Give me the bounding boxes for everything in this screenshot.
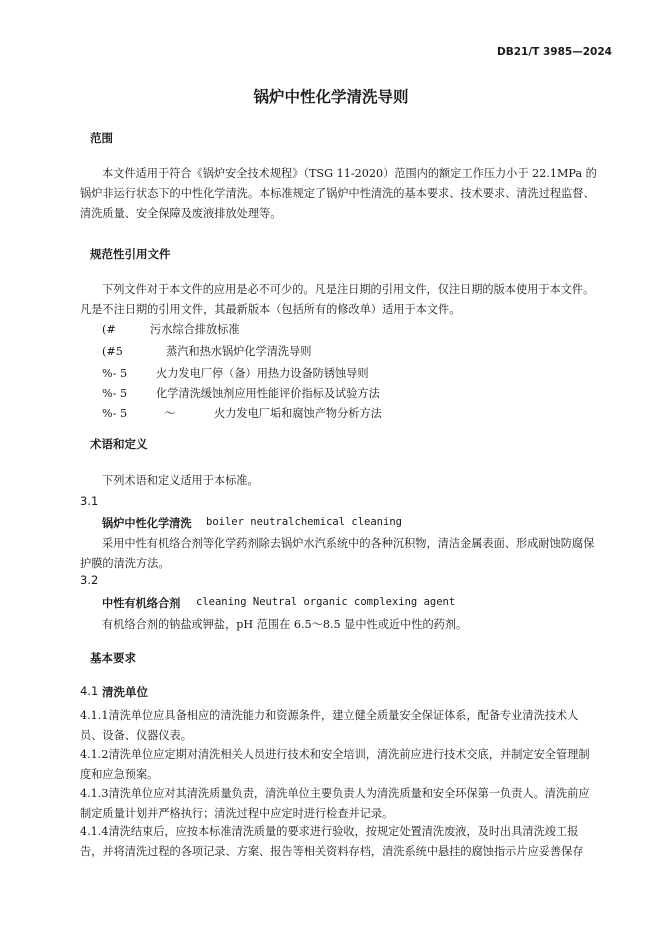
reference-code: %- 5 xyxy=(102,387,128,400)
term-chinese: 锅炉中性化学清洗 xyxy=(102,517,192,530)
term-english: cleaning Neutral organic complexing agent xyxy=(196,596,456,608)
reference-title: 蒸汽和热水锅炉化学清洗导则 xyxy=(166,345,312,358)
reference-title: 火力发电厂垢和腐蚀产物分析方法 xyxy=(214,407,382,420)
clause-text: 清洗单位应对其清洗质量负责，清洗单位主要负责人为清洗质量和安全环保第一负责人。清洗前应制定质量计划并严格执行；清洗过程中应定时进行检查并记录。 xyxy=(80,787,590,820)
clause-number: 4.1.3 xyxy=(80,787,109,800)
scope-paragraph: 本文件适用于符合《锅炉安全技术规程》（TSG 11-2020）范围内的额定工作压力小于 22.1MPa 的锅炉非运行状态下的中性化学清洗。本标准规定了锅炉中性清洗的基本要求、技术要求、清洗过程监督、清洗质量、安全保障及废液排放处理等。 xyxy=(80,167,597,220)
clause-text: 清洗结束后，应按本标准清洗质量的要求进行验收，按规定处置清洗废液，及时出具清洗竣工报告，并将清洗过程的各项记录、方案、报告等相关资料存档，清洗系统中悬挂的腐蚀指示片应妥善保存 xyxy=(80,825,584,858)
subsection-number: 4.1 xyxy=(80,684,99,698)
standard-code: DB21/T 3985—2024 xyxy=(497,46,612,58)
term-definition: 采用中性有机络合剂等化学药剂除去锅炉水汽系统中的各种沉积物，清洁金属表面、形成耐蚀防腐保护膜的清洗方法。 xyxy=(80,537,595,570)
clause-4-1-2 xyxy=(80,745,600,785)
reference-code: (#5 xyxy=(102,345,123,358)
reference-title: 火力发电厂停（备）用热力设备防锈蚀导则 xyxy=(156,367,369,380)
term-english: boiler neutralchemical cleaning xyxy=(206,516,402,528)
page-title: 锅炉中性化学清洗导则 xyxy=(253,88,409,106)
reference-code: %- 5 xyxy=(102,407,128,420)
reference-code: %- 5 xyxy=(102,367,128,380)
reference-code: (# xyxy=(102,323,116,336)
section-heading-terms: 术语和定义 xyxy=(90,437,148,451)
subsection-title: 清洗单位 xyxy=(102,685,148,699)
clause-4-1-3 xyxy=(80,784,600,824)
terms-intro: 下列术语和定义适用于本标准。 xyxy=(102,474,259,487)
reference-title: 化学清洗缓蚀剂应用性能评价指标及试验方法 xyxy=(156,387,380,400)
clause-4-1-4 xyxy=(80,822,600,862)
reference-range-sign: ～ xyxy=(164,407,176,420)
section-heading-basic-requirements: 基本要求 xyxy=(90,651,136,665)
references-paragraph: 下列文件对于本文件的应用是必不可少的。凡是注日期的引用文件，仅注日期的版本使用于本文件。凡是不注日期的引用文件，其最新版本（包括所有的修改单）适用于本文件。 xyxy=(80,283,595,316)
clause-text: 清洗单位应定期对清洗相关人员进行技术和安全培训，清洗前应进行技术交底，并制定安全管理制度和应急预案。 xyxy=(80,748,590,781)
clause-4-1-1 xyxy=(80,706,600,746)
term-definition: 有机络合剂的钠盐或钾盐，pH 范围在 6.5～8.5 显中性或近中性的药剂。 xyxy=(102,618,468,631)
term-chinese: 中性有机络合剂 xyxy=(102,597,181,610)
clause-text: 清洗单位应具备相应的清洗能力和资源条件，建立健全质量安全保证体系，配备专业清洗技术人员、设备、仪器仪表。 xyxy=(80,709,579,742)
term-number: 3.2 xyxy=(80,573,99,587)
clause-number: 4.1.1 xyxy=(80,709,109,722)
section-heading-scope: 范围 xyxy=(90,131,113,145)
reference-title: 污水综合排放标准 xyxy=(150,323,240,336)
clause-number: 4.1.2 xyxy=(80,748,109,761)
term-number: 3.1 xyxy=(80,494,99,508)
clause-number: 4.1.4 xyxy=(80,825,109,838)
section-heading-normative-references: 规范性引用文件 xyxy=(90,247,171,261)
